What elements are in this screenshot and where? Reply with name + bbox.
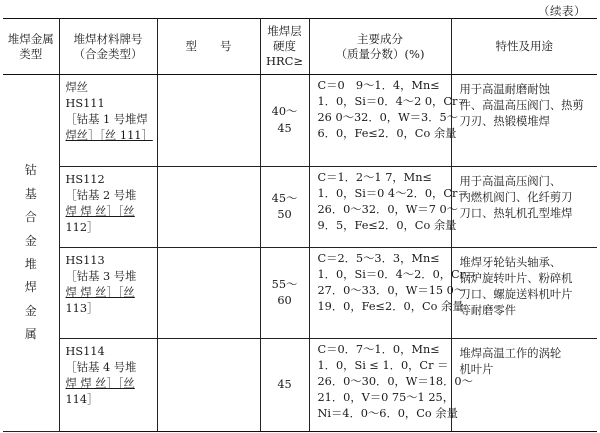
material-cell: HS113 ［钴基 3 号堆 焊 焊 丝］［丝 113］ [59,248,157,339]
header-category: 堆焊金属 类型 [3,19,59,75]
header-material: 堆焊材料牌号 （合金类型） [59,19,157,75]
header-model: 型 号 [157,19,260,75]
model-cell [157,75,260,167]
table-row [3,248,597,339]
table-row [3,167,597,248]
usage-cell: 堆焊牙轮钻头轴承、 锅炉旋转叶片、粉碎机 刀口、螺旋送料机叶片 等耐磨零件 [451,248,597,339]
composition-cell: C＝1．2～1 7，Mn≤ 1．0，Si＝0 4～2．0，Cr＝ 26．0～32．0，W＝7 0～ 9．5，Fe≤2．0，Co 余量 [309,167,451,248]
header-row [3,19,597,75]
model-cell [157,339,260,432]
usage-cell: 堆焊高温工作的涡轮 机叶片 [451,339,597,432]
material-cell: 焊丝 HS111 ［钴基 1 号堆焊 焊丝］［丝 111］ [59,75,157,167]
header-hardness: 堆焊层 硬度 HRC≥ [260,19,309,75]
header-composition: 主要成分 （质量分数）(%) [309,19,451,75]
hardness-cell: 40～45 [260,75,309,167]
usage-cell: 用于高温耐磨耐蚀 件、高温高压阀门、热剪 刀刃、热锻模堆焊 [451,75,597,167]
composition-cell: C＝0 9～1．4，Mn≤ 1．0，Si＝0．4～2 0，Cr＝ 26 0～32．0，W＝3．5～ 6．0，Fe≤2．0，Co 余量 [309,75,451,167]
composition-cell: C＝2．5～3．3，Mn≤ 1．0，Si＝0．4～2．0，Cr＝ 27．0～33．0，W＝15 0～ 19．0，Fe≤2．0，Co 余量 [309,248,451,339]
cobalt-hardfacing-table [3,18,597,432]
hardness-cell: 45 [260,339,309,432]
material-cell: HS112 ［钴基 2 号堆 焊 焊 丝］［丝 112］ [59,167,157,248]
hardness-cell: 55～60 [260,248,309,339]
table-row [3,339,597,432]
category-cell: 钴 基 合 金 堆 焊 金 属 [3,75,59,432]
header-usage: 特性及用途 [451,19,597,75]
material-cell: HS114 ［钴基 4 号堆 焊 焊 丝］［丝 114］ [59,339,157,432]
table-continued-caption: （续表） [538,4,586,18]
model-cell [157,248,260,339]
table-row [3,75,597,167]
usage-cell: 用于高温高压阀门、 内燃机阀门、化纤剪刀 刀口、热轧机孔型堆焊 [451,167,597,248]
hardness-cell: 45～50 [260,167,309,248]
composition-cell: C＝0．7～1．0，Mn≤ 1．0，Si ≤ 1．0，Cr ＝ 26．0～30．0，W＝18．0～ 21．0，V＝0 75～1 25， Ni＝4．0～6．0，Co 余量 [309,339,451,432]
model-cell [157,167,260,248]
